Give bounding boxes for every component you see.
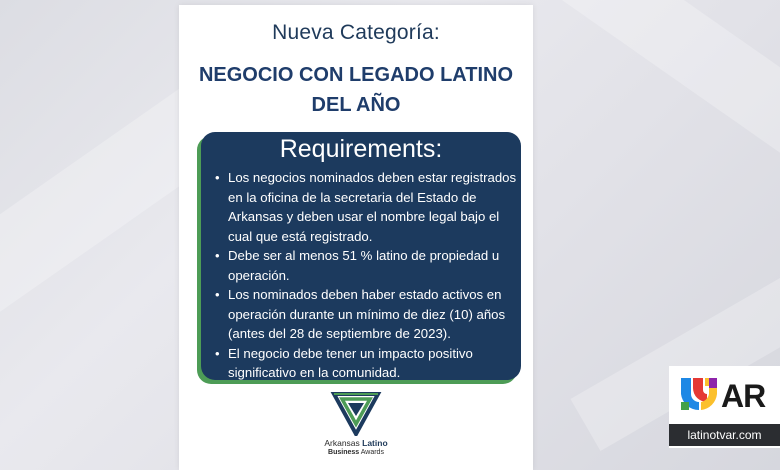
background-shape (538, 0, 780, 224)
flyer (179, 5, 533, 470)
logo-text: Arkansas (324, 438, 363, 448)
requirement-item (215, 168, 525, 246)
flyer-kicker: Nueva Categoría: (272, 21, 440, 44)
awards-logo-line1 (179, 438, 533, 448)
flyer-title-line: NEGOCIO CON LEGADO LATINO (198, 64, 514, 86)
logo-text: Awards (359, 449, 384, 456)
bullet-icon: • (215, 345, 220, 361)
univision-icon (679, 376, 719, 412)
flyer-title (179, 60, 533, 120)
requirement-item (215, 344, 525, 383)
bullet-icon: • (215, 248, 220, 263)
requirement-text: El negocio debe tener un impacto positivo significativo en la comunidad. (228, 345, 473, 380)
requirement-item (215, 246, 525, 285)
logo-text-strong: Latino (362, 438, 388, 448)
requirements-heading: Requirements: (279, 135, 443, 163)
requirement-text: Los nominados deben haber estado activos en operación durante un mínimo de diez (10) años (antes del 28 de septiembre de 2023). (228, 287, 506, 341)
awards-emblem-icon (330, 390, 382, 436)
flyer-title-line: DEL AÑO (311, 94, 401, 116)
awards-logo-line2 (179, 448, 533, 457)
requirement-text: Debe ser al menos 51 % latino de propiedad u operación. (228, 248, 500, 283)
requirement-text: Los negocios nominados deben estar registrados en la oficina de la secretaria del Estado de Arkansas y deben usar el nombre legal bajo el cual que está registrado. (228, 170, 517, 244)
station-url: latinotvar.com (669, 424, 780, 446)
requirement-item (215, 285, 525, 344)
requirements-list (215, 168, 525, 383)
station-call-sign: AR (721, 378, 766, 414)
awards-logo (179, 390, 533, 457)
bullet-icon: • (215, 170, 220, 185)
logo-text-strong: Business (328, 449, 360, 456)
requirements-card (201, 132, 521, 380)
bullet-icon: • (215, 287, 220, 302)
